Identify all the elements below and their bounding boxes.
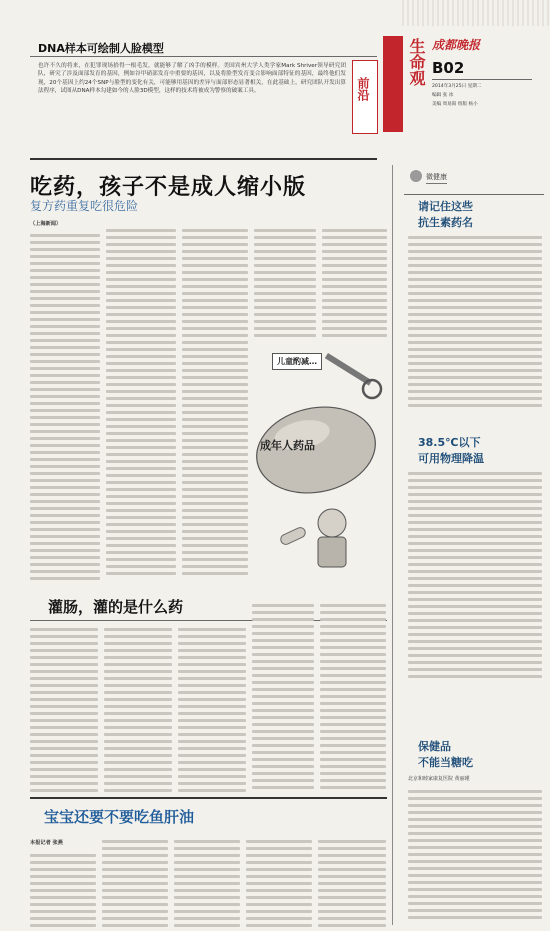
masthead-section: 生命观 — [407, 38, 426, 86]
story2-col4 — [252, 600, 314, 793]
story2-col2 — [104, 624, 172, 796]
label-child-dose: 儿童酌减… — [272, 353, 322, 370]
scissors-blade — [325, 353, 372, 386]
main-text-col2 — [106, 225, 176, 579]
column-tag-label: 前沿 — [356, 77, 370, 101]
sidebar-source: 北京和睦家康复医院 黄丽瑾 — [408, 776, 470, 782]
masthead-designer: 美编 周易阳 组版 杨小 — [432, 102, 478, 107]
scissors-handle — [363, 380, 381, 398]
story3-headline: 宝宝还要不要吃鱼肝油 — [44, 808, 195, 826]
masthead-pattern — [402, 0, 550, 26]
story3-col4 — [246, 836, 312, 931]
story3-col5 — [318, 836, 386, 931]
story3-col3 — [174, 836, 240, 931]
label-adult-drug: 成年人药品 — [260, 439, 315, 452]
sidebar-title-antibiotics-2: 抗生素药名 — [418, 216, 473, 229]
main-text-col3 — [182, 225, 248, 579]
masthead-editor: 编辑 张 冰 — [432, 93, 454, 98]
child-head — [318, 509, 346, 537]
story3-col1 — [30, 850, 96, 931]
masthead-paper: 成都晚报 — [432, 38, 481, 52]
main-subhead: 复方药重复吃很危险 — [30, 199, 139, 213]
story2-headline: 灌肠，灌的是什么药 — [48, 598, 184, 616]
main-text-col1 — [30, 230, 100, 584]
pills-illustration — [250, 345, 388, 570]
child-body — [318, 537, 346, 567]
story3-byline: 本报记者 张燕 — [30, 840, 63, 846]
top-headline: DNA样本可绘制人脸模型 — [38, 42, 164, 55]
sidebar-text-1 — [408, 232, 542, 411]
story2-col1 — [30, 624, 98, 796]
main-text-col5 — [322, 225, 387, 341]
masthead-red-block — [383, 36, 403, 132]
pill-small — [279, 526, 307, 546]
sidebar-top-rule — [404, 194, 544, 195]
sidebar-tag-icon — [410, 170, 422, 182]
story2-bottom-rule — [30, 797, 387, 799]
main-text-col4 — [254, 225, 316, 341]
sidebar-title-fever-2: 可用物理降温 — [418, 452, 484, 465]
top-rule — [30, 56, 377, 57]
sidebar-title-antibiotics-1: 请记住这些 — [418, 200, 473, 213]
main-byline: （上海新闻） — [30, 221, 62, 227]
sidebar-text-3 — [408, 786, 542, 923]
masthead-rule — [432, 79, 532, 80]
top-lead: 也许不久的将来，在犯罪现场拾得一根毛发，就能够了解了凶手的模样。美国宾州大学人类学家Mark Shriver领导研究团队，研究了涉及面部发育的基因，例如谷甲硝部发育中重要的基因，以及将脸型发育变合影响面部特征的基因，最终他们发现，20个基因上约24个SNP与脸型的变化有关，可能够用基因的差异与面部形态显著相关，在此基础上，研究团队开发出算法程序，试图从DNA样本勾建如今的人脸3D模型，这样的技术将被成为警察的破案工具。 — [38, 63, 346, 94]
story3-col2 — [102, 836, 168, 931]
story2-col5 — [320, 600, 386, 793]
sidebar-divider — [392, 165, 393, 925]
sidebar-title-supplements-1: 保健品 — [418, 740, 451, 753]
sidebar-text-2 — [408, 468, 542, 682]
story2-col3 — [178, 624, 246, 796]
sidebar-tag: 微健康 — [426, 172, 447, 184]
top-bottom-rule — [30, 158, 377, 160]
column-tag-box — [352, 60, 378, 134]
masthead-page: B02 — [432, 59, 465, 77]
masthead-date: 2014年3月25日 星期二 — [432, 84, 482, 89]
sidebar-title-fever-1: 38.5℃以下 — [418, 436, 481, 449]
main-headline: 吃药，孩子不是成人缩小版 — [30, 175, 307, 200]
sidebar-title-supplements-2: 不能当糖吃 — [418, 756, 473, 769]
